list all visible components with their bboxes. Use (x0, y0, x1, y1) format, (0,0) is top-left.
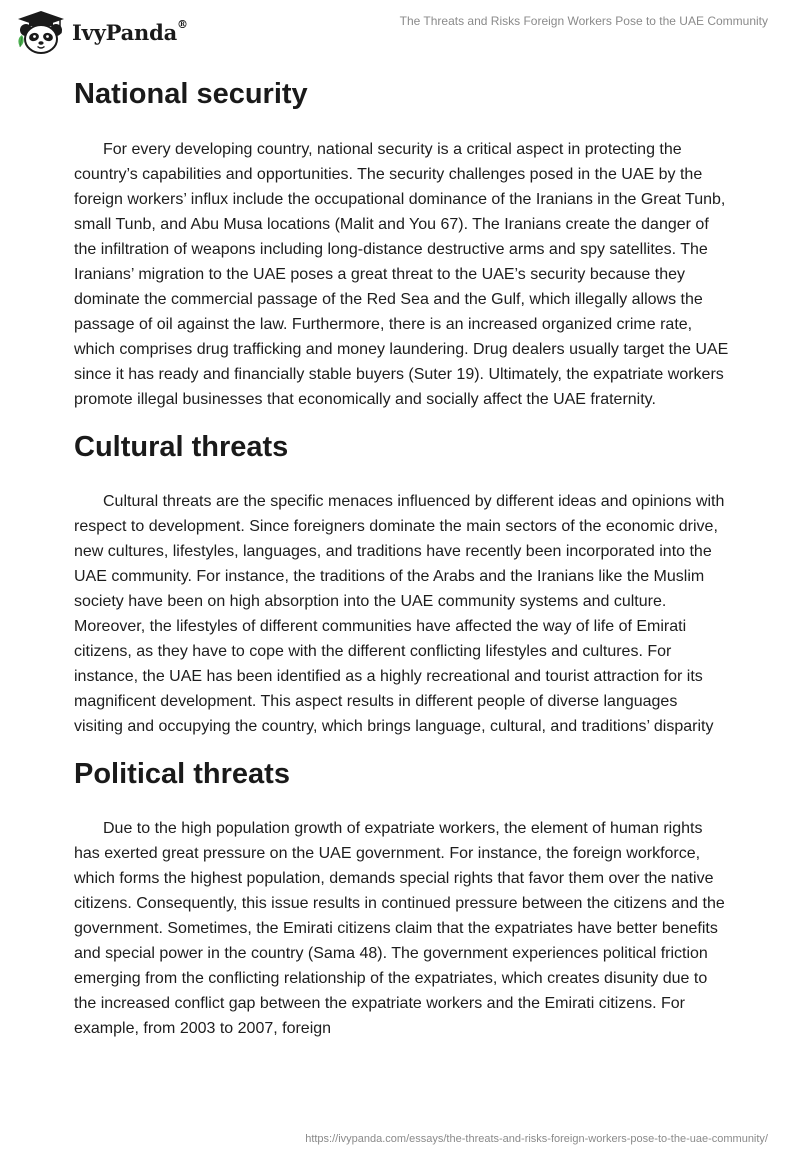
section-paragraph-cultural-threats: Cultural threats are the specific menaces influenced by different ideas and opinions with respect to development. Since foreigners dominate the main sectors of the economic drive, new cultures, lifestyles, languages, and traditions have recently been incorporated into the UAE community. For instance, the traditions of the Arabs and the Iranians like the Muslim society have been on high absorption into the UAE community systems and culture. Moreover, the lifestyles of different communities have affected the way of life of Emirati citizens, as they have to cope with the different conflicting lifestyles and cultures. For instance, the UAE has been identified as a highly recreational and tourist attraction for its magnificent development. This aspect results in different people of diverse languages visiting and occupying the country, which brings language, cultural, and traditions’ disparity (74, 493, 725, 735)
source-url-link[interactable]: https://ivypanda.com/essays/the-threats-and-risks-foreign-workers-pose-to-the-uae-community/ (305, 1133, 768, 1145)
section-paragraph-national-security: For every developing country, national security is a critical aspect in protecting the country’s capabilities and opportunities. The security challenges posed in the UAE by the foreign workers’ influx include the occupational dominance of the Iranians in the Great Tunb, small Tunb, and Abu Musa locations (Malit and You 67). The Iranians create the danger of the infiltration of weapons including long-distance destructive arms and spy satellites. The Iranians’ migration to the UAE poses a great threat to the UAE’s security because they dominate the commercial passage of the Red Sea and the Gulf, which illegally allows the passage of oil against the law. Furthermore, there is an increased organized crime rate, which comprises drug trafficking and money laundering. Drug dealers usually target the UAE since it has ready and financially stable buyers (Suter 19). Ultimately, the expatriate workers promote illegal businesses that economically and socially affect the UAE fraternity. (74, 141, 729, 408)
section-heading-cultural-threats: Cultural threats (74, 431, 289, 463)
section-heading-national-security: National security (74, 78, 308, 110)
section-heading-political-threats: Political threats (74, 758, 290, 790)
ivypanda-logo[interactable] (14, 9, 188, 55)
brand-name (72, 17, 188, 45)
document-title: The Threats and Risks Foreign Workers Pose to the UAE Community (399, 14, 768, 28)
panda-graduate-icon (14, 9, 68, 55)
page-header (0, 0, 800, 62)
registered-mark: ® (177, 17, 188, 31)
brand-text: IvyPanda (72, 19, 178, 45)
section-paragraph-political-threats: Due to the high population growth of expatriate workers, the element of human rights has exerted great pressure on the UAE government. For instance, the foreign workforce, which forms the highest population, demands special rights that favor them over the native citizens. Consequently, this issue results in continued pressure between the citizens and the government. Sometimes, the Emirati citizens claim that the expatriates have better benefits and special power in the country (Sama 48). The government experiences political friction emerging from the conflicting relationship of the expatriates, which creates disunity due to the increased conflict gap between the expatriate workers and the Emirati citizens. For example, from 2003 to 2007, foreign (74, 820, 725, 1037)
essay-content (74, 70, 730, 1041)
